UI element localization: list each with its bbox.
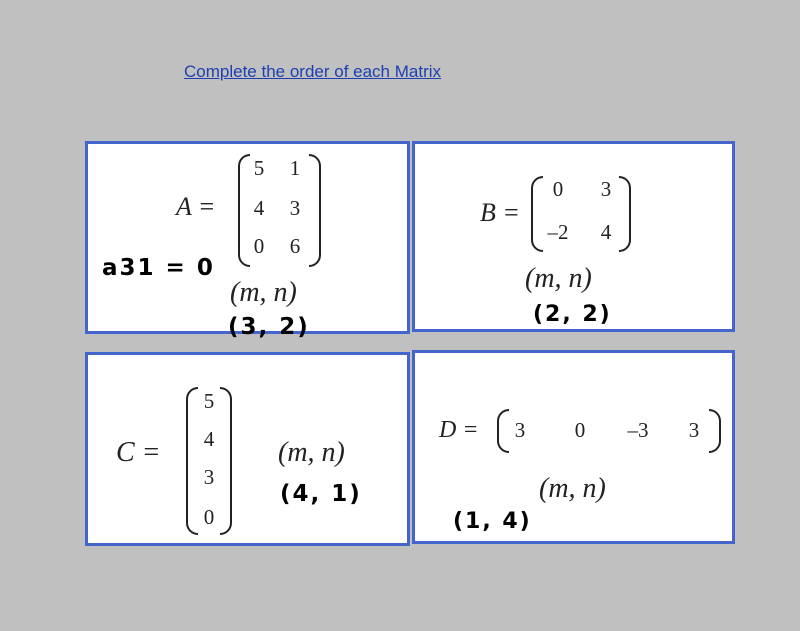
matrix-c-label: C = bbox=[116, 437, 161, 468]
matrix-c-order-template: (m, n) bbox=[278, 437, 345, 468]
matrix-d-order-template: (m, n) bbox=[539, 473, 606, 504]
matrix-a-cell: 0 bbox=[253, 234, 265, 258]
matrix-d-cell: –3 bbox=[627, 418, 649, 442]
matrix-b-cell: 3 bbox=[600, 177, 612, 201]
matrix-c-cell: 3 bbox=[203, 465, 215, 489]
matrix-b-cell: 0 bbox=[552, 177, 564, 201]
matrix-a-cell: 6 bbox=[289, 234, 301, 258]
matrix-a-cell: 4 bbox=[253, 196, 265, 220]
matrix-b-cell: 4 bbox=[600, 220, 612, 244]
matrix-a-cell: 5 bbox=[253, 156, 265, 180]
matrix-d-cell: 0 bbox=[574, 418, 586, 442]
matrix-c-cell: 5 bbox=[203, 389, 215, 413]
matrix-a-order-template: (m, n) bbox=[230, 277, 297, 308]
matrix-a-cell: 1 bbox=[289, 156, 301, 180]
matrix-b-panel bbox=[412, 141, 735, 332]
matrix-a-cell: 3 bbox=[289, 196, 301, 220]
matrix-d-label: D = bbox=[439, 417, 479, 443]
matrix-a-answer: (3, 2) bbox=[228, 314, 310, 340]
matrix-c-cell: 4 bbox=[203, 427, 215, 451]
matrix-b-answer: (2, 2) bbox=[533, 302, 612, 327]
matrix-b-cell: –2 bbox=[547, 220, 569, 244]
matrix-b-order-template: (m, n) bbox=[525, 263, 592, 294]
page-title[interactable]: Complete the order of each Matrix bbox=[184, 62, 442, 81]
matrix-d-cell: 3 bbox=[688, 418, 700, 442]
matrix-c-answer: (4, 1) bbox=[280, 481, 362, 507]
matrix-d-answer: (1, 4) bbox=[453, 509, 532, 534]
matrix-a-note: a31 = 0 bbox=[102, 255, 215, 281]
matrix-d-cell: 3 bbox=[514, 418, 526, 442]
matrix-a-label: A = bbox=[176, 192, 216, 221]
matrix-d-panel bbox=[412, 350, 735, 544]
matrix-b-label: B = bbox=[480, 198, 520, 227]
matrix-a-panel bbox=[85, 141, 410, 340]
matrix-c-panel bbox=[85, 352, 410, 546]
matrix-c-cell: 0 bbox=[203, 505, 215, 529]
